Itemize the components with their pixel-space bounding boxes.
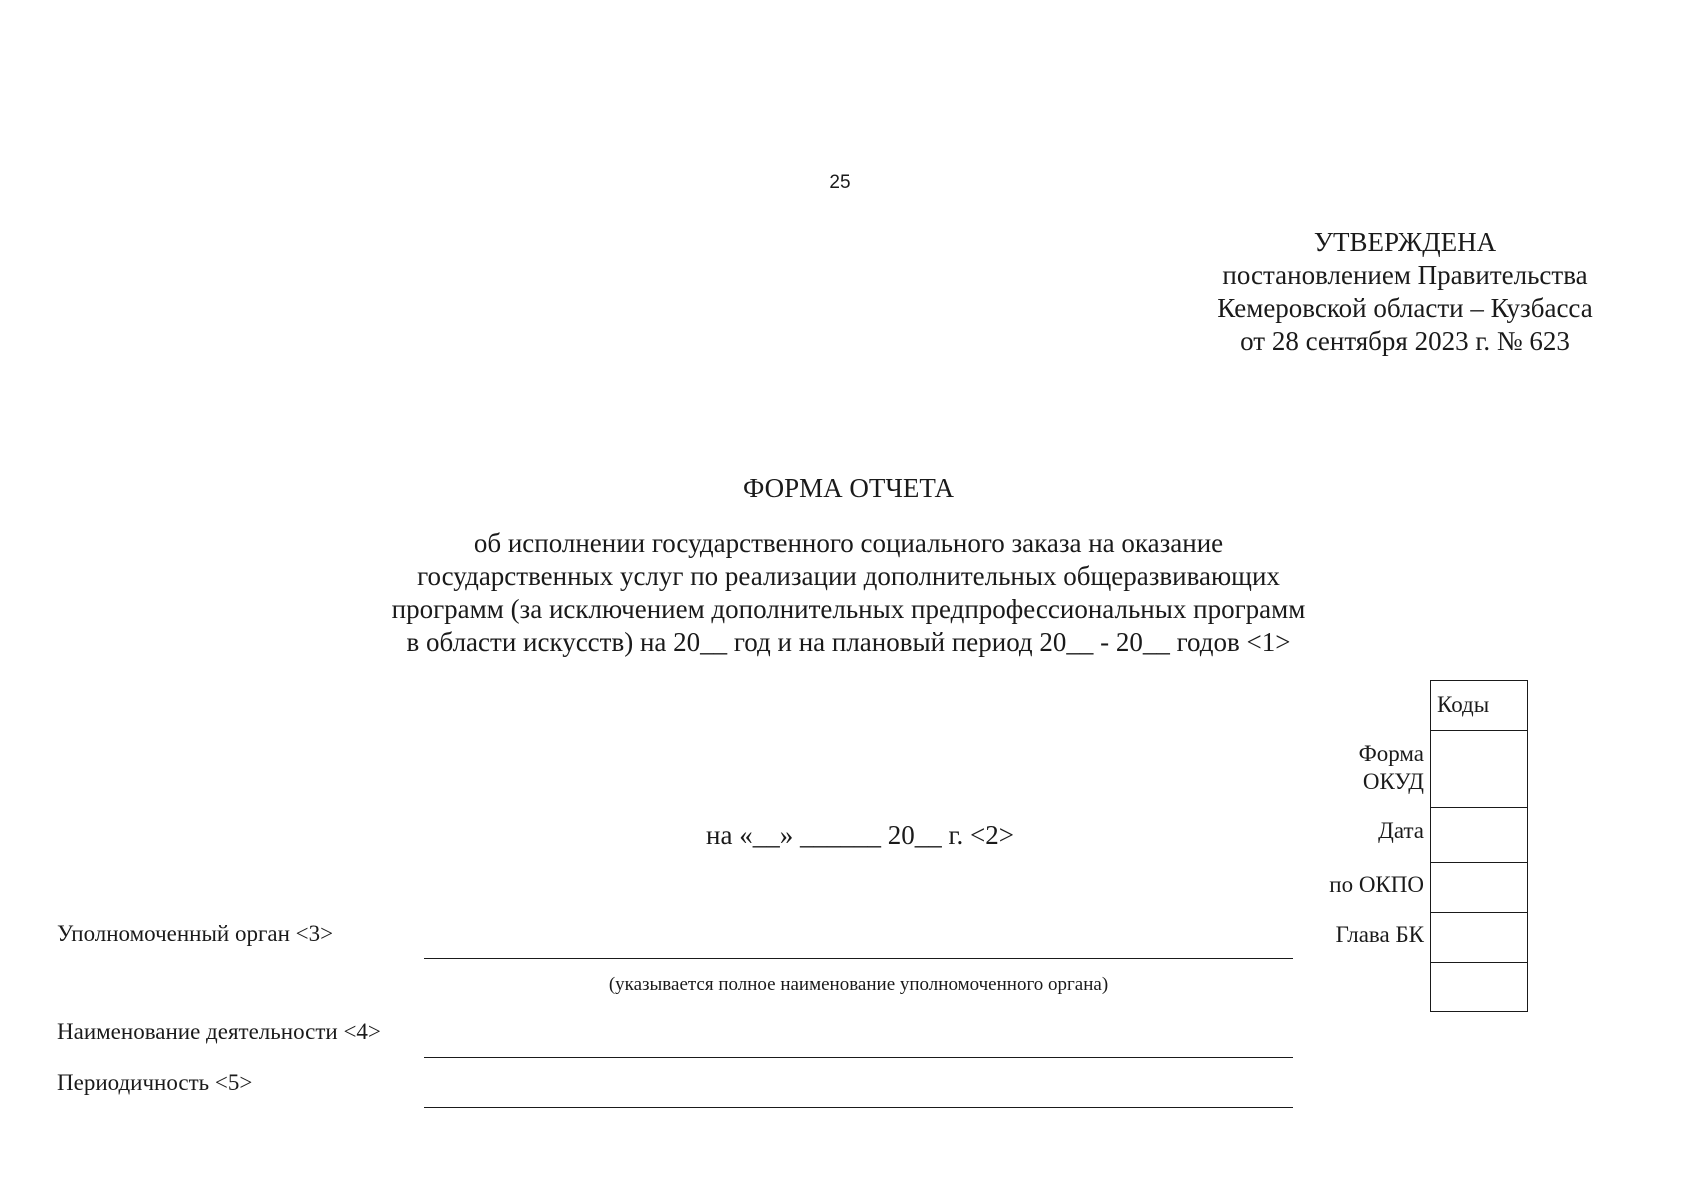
authority-hint: (указывается полное наименование уполномоченного органа): [608, 974, 1109, 995]
approval-line: Кемеровской области – Кузбасса: [1217, 293, 1593, 323]
approval-line: постановлением Правительства: [1222, 260, 1588, 290]
page-number: 25: [829, 172, 851, 193]
form-subtitle: [330, 527, 1367, 659]
date-label: Дата: [1378, 818, 1424, 843]
okpo-code-cell[interactable]: [1431, 863, 1527, 913]
subtitle-line: в области искусств) на 20__ год и на плановый период 20__ - 20__ годов <1>: [406, 627, 1291, 657]
subtitle-line: государственных услуг по реализации дополнительных общеразвивающих: [417, 561, 1280, 591]
authority-label: Уполномоченный орган <3>: [57, 921, 334, 946]
approval-block: [1170, 226, 1640, 358]
activity-field[interactable]: [424, 1057, 1293, 1058]
okud-label-line: Форма: [1358, 741, 1424, 766]
glava-bk-label: Глава БК: [1335, 922, 1424, 947]
subtitle-line: об исполнении государственного социального заказа на оказание: [473, 528, 1224, 558]
approval-line: от 28 сентября 2023 г. № 623: [1240, 326, 1570, 356]
periodicity-label: Периодичность <5>: [57, 1070, 253, 1095]
activity-label: Наименование деятельности <4>: [57, 1019, 381, 1044]
okud-label-line: ОКУД: [1362, 769, 1424, 794]
subtitle-line: программ (за исключением дополнительных предпрофессиональных программ: [391, 594, 1306, 624]
okpo-label: по ОКПО: [1329, 872, 1424, 897]
okud-label: [1359, 740, 1424, 796]
codes-header: Коды: [1431, 681, 1527, 731]
form-title: ФОРМА ОТЧЕТА: [742, 473, 955, 503]
glava-bk-code-cell[interactable]: [1431, 913, 1527, 963]
extra-code-cell[interactable]: [1431, 963, 1527, 1011]
okud-code-cell[interactable]: [1431, 731, 1527, 808]
report-date-line: на «__» ______ 20__ г. <2>: [706, 820, 1014, 850]
date-code-cell[interactable]: [1431, 808, 1527, 863]
codes-table: [1430, 680, 1528, 1012]
approval-title: УТВЕРЖДЕНА: [1313, 227, 1497, 257]
periodicity-field[interactable]: [424, 1107, 1293, 1108]
authority-field[interactable]: [424, 958, 1293, 959]
